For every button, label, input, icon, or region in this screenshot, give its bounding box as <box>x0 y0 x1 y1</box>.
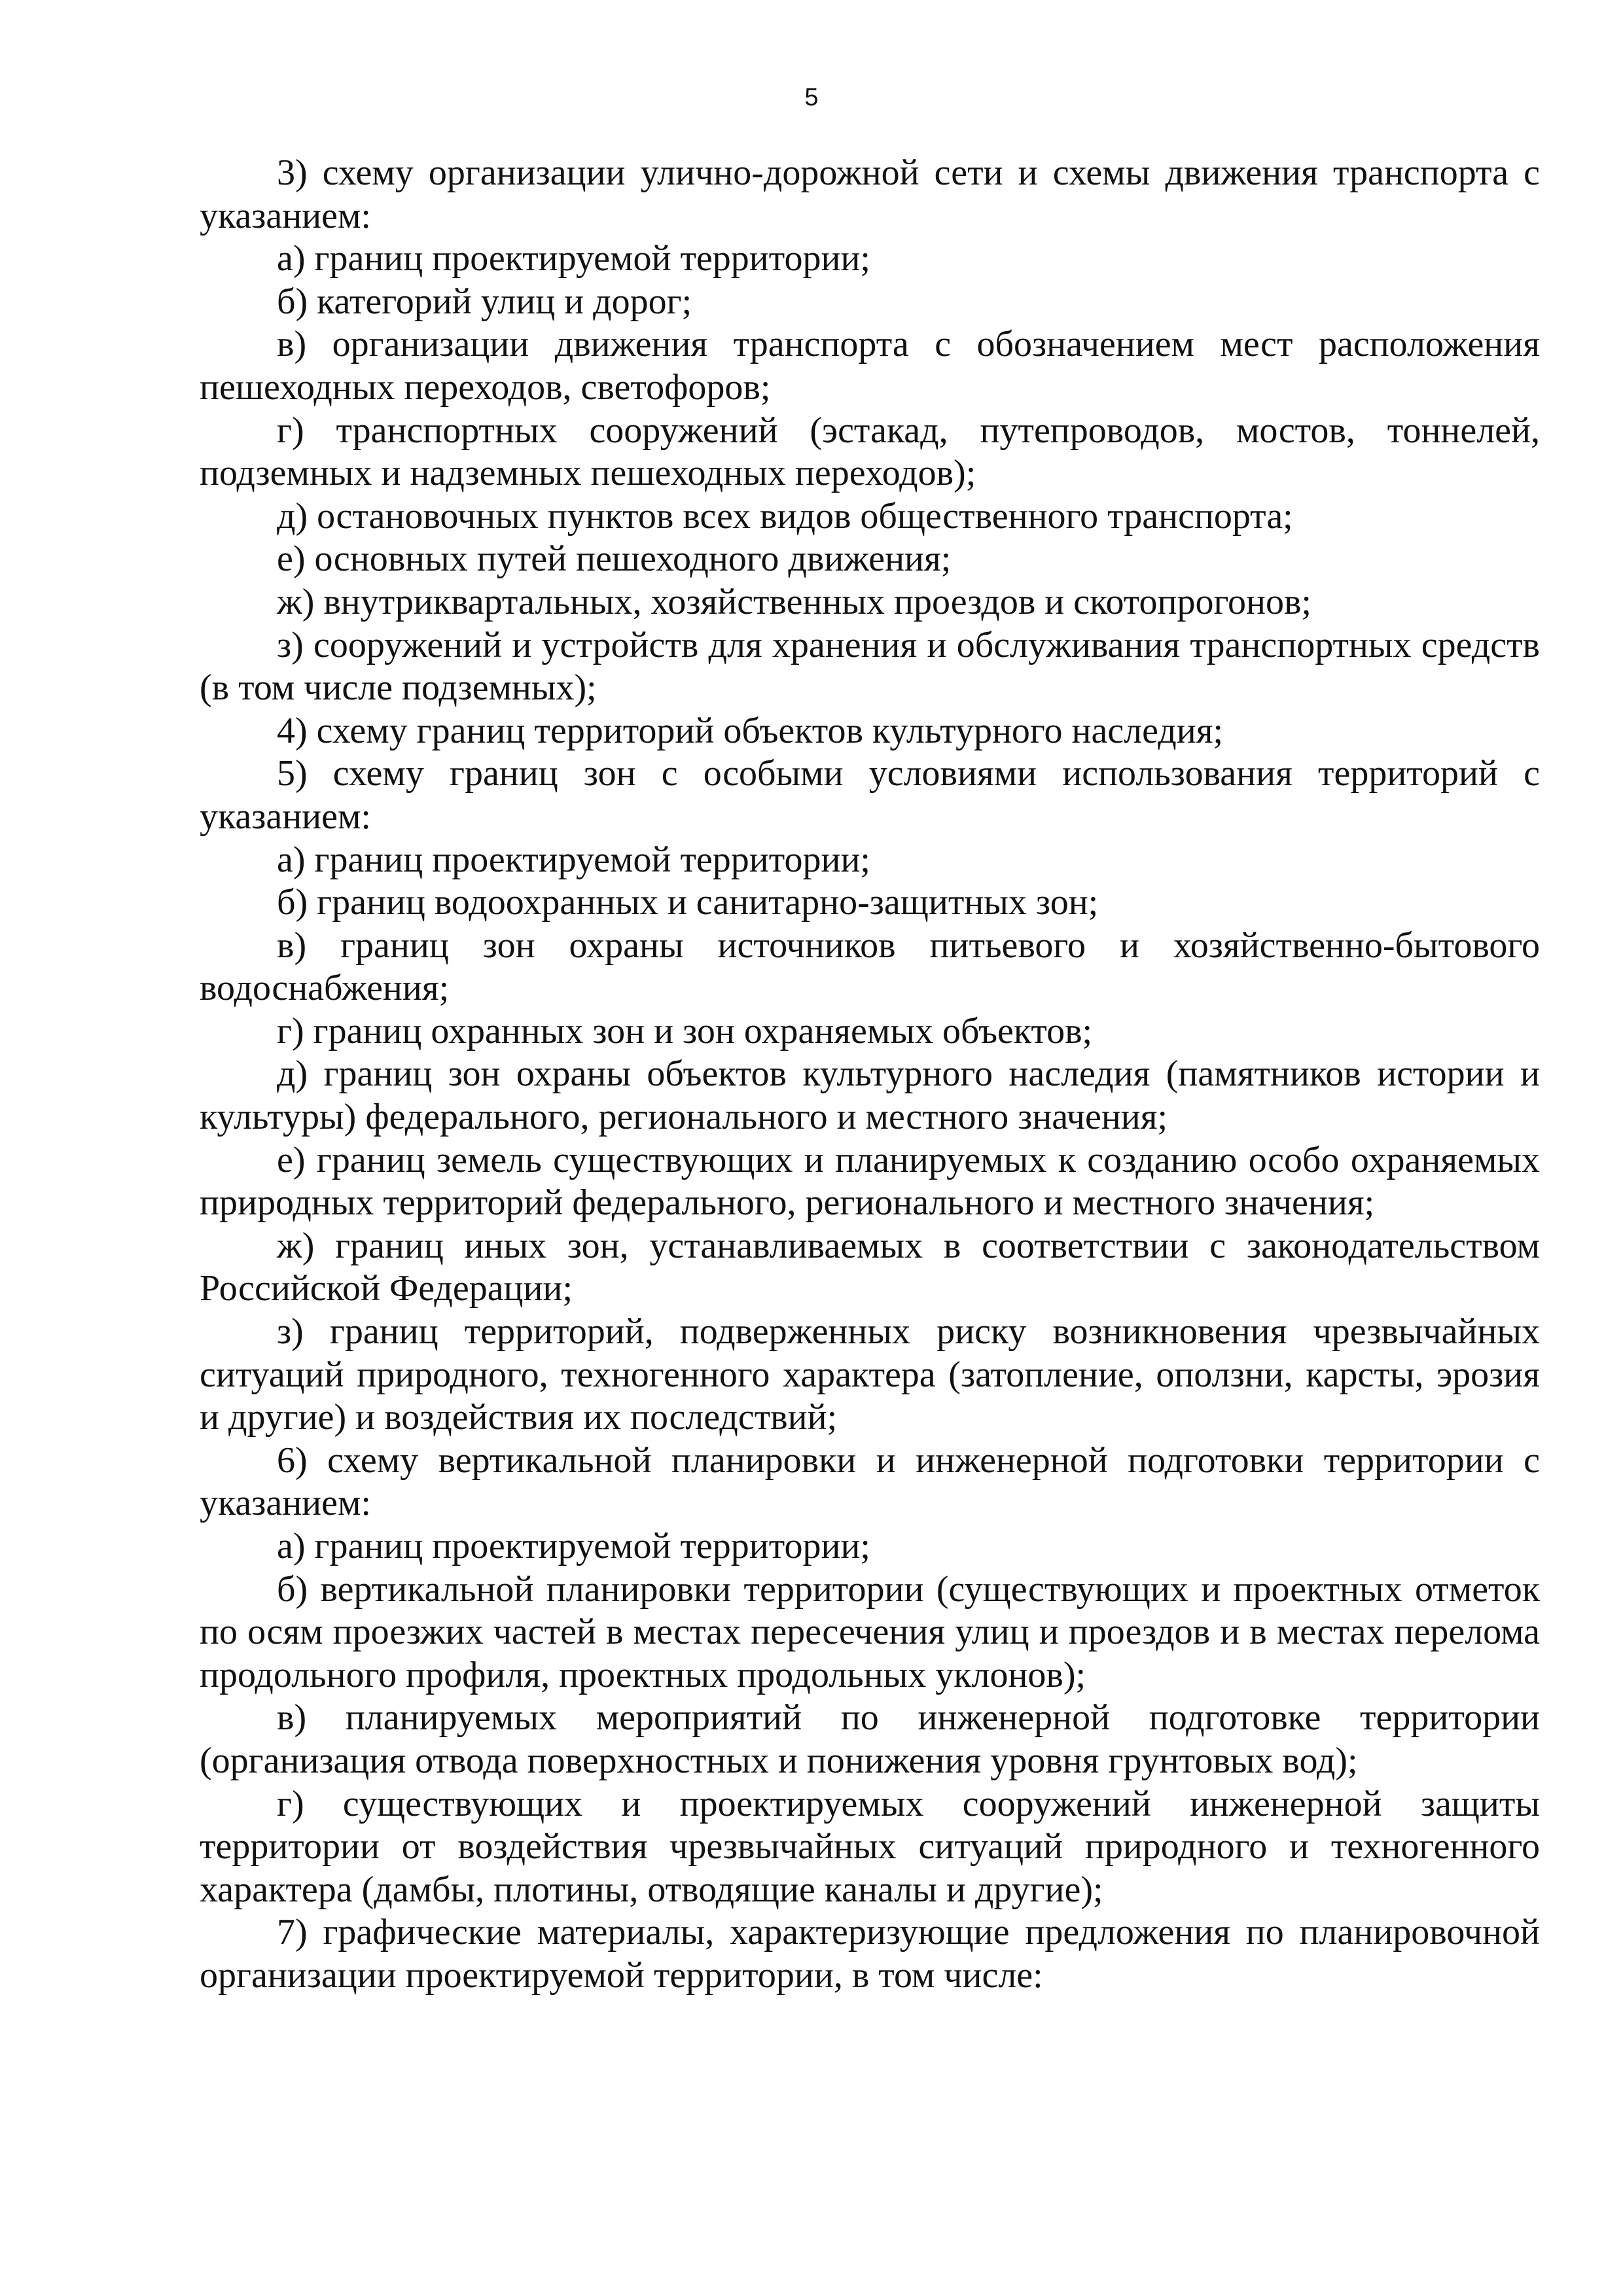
paragraph: 7) графические материалы, характеризующие предложения по планировочной организации проектируемой территории, в том числе: <box>200 1912 1540 1996</box>
paragraph: д) остановочных пунктов всех видов общественного транспорта; <box>277 495 1293 537</box>
page-number: 5 <box>804 84 819 111</box>
paragraph: а) границ проектируемой территории; <box>277 839 870 880</box>
paragraph: д) границ зон охраны объектов культурного наследия (памятников истории и культуры) федерального, регионального и местного значения; <box>200 1053 1540 1138</box>
paragraph: б) границ водоохранных и санитарно-защитных зон; <box>277 882 1099 923</box>
paragraph: а) границ проектируемой территории; <box>277 1526 870 1566</box>
paragraph: в) планируемых мероприятий по инженерной подготовке территории (организация отвода поверхностных и понижения уровня грунтовых вод); <box>200 1697 1540 1781</box>
paragraph: в) границ зон охраны источников питьевого и хозяйственно-бытового водоснабжения; <box>200 925 1540 1009</box>
paragraph: г) существующих и проектируемых сооружений инженерной защиты территории от воздействия чрезвычайных ситуаций природного и техногенного характера (дамбы, плотины, отводящие каналы и другие); <box>200 1783 1540 1910</box>
paragraph: ж) внутриквартальных, хозяйственных проездов и скотопрогонов; <box>277 581 1311 622</box>
paragraph: 4) схему границ территорий объектов культурного наследия; <box>277 710 1224 751</box>
paragraph: 6) схему вертикальной планировки и инженерной подготовки территории с указанием: <box>200 1439 1540 1524</box>
paragraph: з) границ территорий, подверженных риску возникновения чрезвычайных ситуаций природного, техногенного характера (затопление, оползни, карсты, эрозия и другие) и воздействия их последствий; <box>200 1311 1540 1438</box>
paragraph: в) организации движения транспорта с обозначением мест расположения пешеходных переходов, светофоров; <box>200 324 1540 408</box>
paragraph: ж) границ иных зон, устанавливаемых в соответствии с законодательством Российской Федерации; <box>200 1225 1540 1309</box>
paragraph: з) сооружений и устройств для хранения и обслуживания транспортных средств (в том числе подземных); <box>200 624 1540 709</box>
paragraph: е) границ земель существующих и планируемых к созданию особо охраняемых природных территорий федерального, регионального и местного значения; <box>200 1139 1540 1224</box>
paragraph: 3) схему организации улично-дорожной сети и схемы движения транспорта с указанием: <box>200 152 1540 236</box>
paragraph: г) границ охранных зон и зон охраняемых объектов; <box>277 1010 1093 1051</box>
paragraph: а) границ проектируемой территории; <box>277 238 870 279</box>
paragraph: б) вертикальной планировки территории (существующих и проектных отметок по осям проезжих частей в местах пересечения улиц и проездов и в местах перелома продольного профиля, проектных продольных уклонов); <box>200 1568 1540 1695</box>
paragraph: е) основных путей пешеходного движения; <box>277 539 952 580</box>
paragraph: г) транспортных сооружений (эстакад, путепроводов, мостов, тоннелей, подземных и надземных пешеходных переходов); <box>200 410 1540 494</box>
paragraph: 5) схему границ зон с особыми условиями использования территорий с указанием: <box>200 753 1540 837</box>
document-body <box>200 152 1540 1998</box>
paragraph: б) категорий улиц и дорог; <box>277 281 692 322</box>
